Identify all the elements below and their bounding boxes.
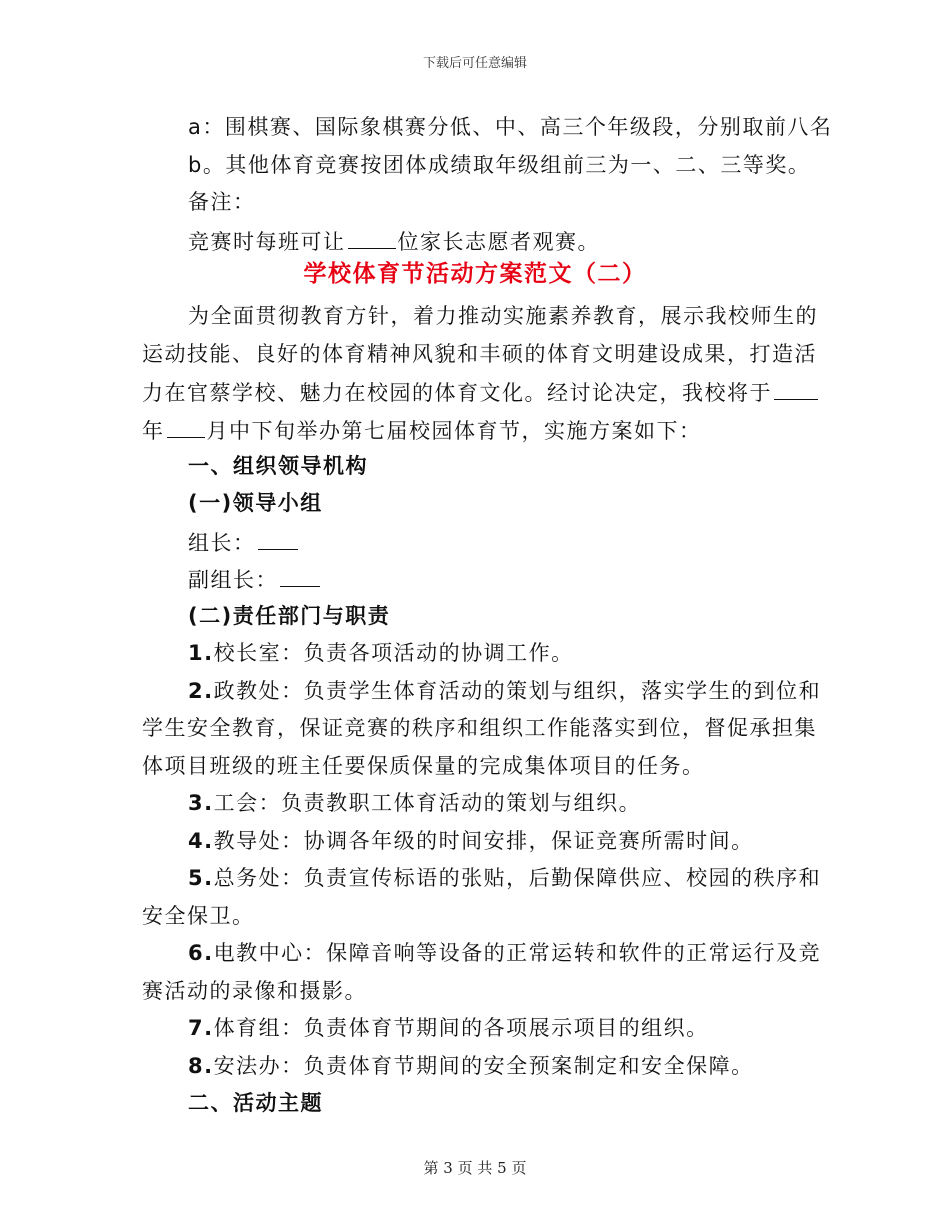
duty-item-4 [188, 831, 754, 852]
intro-line-b: b。其他体育竞赛按团体成绩取年级组前三为一、二、三等奖。 [188, 153, 811, 177]
section1-heading: 一、组织领导机构 [188, 454, 368, 478]
duty-item-5-cont: 安全保卫。 [142, 904, 255, 928]
leader-line [188, 531, 300, 554]
blank-line [348, 230, 396, 249]
duty-number: 8. [188, 1054, 214, 1078]
page-footer: 第 3 页 共 5 页 [423, 1159, 527, 1177]
para1-line3-text: 力在官蔡学校、魅力在校园的体育文化。经讨论决定，我校将于 [142, 381, 772, 405]
leader-label: 组长： [188, 531, 256, 555]
duty-text: 教导处：协调各年级的时间安排，保证竞赛所需时间。 [213, 829, 754, 853]
duty-item-6-cont: 赛活动的录像和摄影。 [142, 979, 367, 1003]
duty-item-6 [188, 943, 821, 964]
duty-text: 校长室：负责各项活动的协调工作。 [213, 641, 574, 665]
document-title: 学校体育节活动方案范文（二） [303, 261, 647, 287]
duty-number: 4. [188, 829, 214, 853]
page-header: 下载后可任意编辑 [422, 56, 527, 71]
duty-number: 2. [188, 679, 214, 703]
duty-text: 总务处：负责宣传标语的张贴，后勤保障供应、校园的秩序和 [213, 866, 822, 890]
duty-number: 3. [188, 791, 214, 815]
blank-line [167, 419, 205, 438]
duty-text: 体育组：负责体育节期间的各项展示项目的组织。 [213, 1016, 709, 1040]
duty-item-3 [188, 793, 641, 814]
duty-text: 政教处：负责学生体育活动的策划与组织，落实学生的到位和 [213, 679, 822, 703]
blank-line [774, 381, 818, 400]
subsection2-heading: (二)责任部门与职责 [188, 604, 391, 628]
para1-year: 年 [142, 419, 165, 443]
para1-line2: 运动技能、良好的体育精神风貌和丰硕的体育文明建设成果，打造活 [142, 342, 817, 366]
duty-item-7 [188, 1018, 709, 1039]
note-text-after: 位家长志愿者观赛。 [397, 230, 600, 254]
duty-text: 工会：负责教职工体育活动的策划与组织。 [213, 791, 642, 815]
deputy-line [188, 568, 322, 591]
duty-item-2-cont1: 学生安全教育，保证竞赛的秩序和组织工作能落实到位，督促承担集 [142, 716, 817, 740]
duty-item-1 [188, 643, 574, 664]
duty-item-5 [188, 868, 821, 889]
note-label: 备注： [188, 190, 256, 214]
duty-item-8 [188, 1056, 754, 1077]
para1-line1: 为全面贯彻教育方针，着力推动实施素养教育，展示我校师生的 [188, 304, 818, 328]
blank-line [258, 531, 298, 550]
blank-line [280, 568, 320, 587]
duty-item-2 [188, 681, 821, 702]
para1-line4 [142, 419, 702, 442]
duty-text: 电教中心：保障音响等设备的正常运转和软件的正常运行及竞 [213, 941, 822, 965]
duty-number: 5. [188, 866, 214, 890]
duty-number: 1. [188, 641, 214, 665]
duty-number: 7. [188, 1016, 214, 1040]
para1-line3 [142, 381, 820, 404]
section2-heading: 二、活动主题 [188, 1091, 323, 1115]
duty-item-2-cont2: 体项目班级的班主任要保质保量的完成集体项目的任务。 [142, 754, 705, 778]
intro-line-a: a：围棋赛、国际象棋赛分低、中、高三个年级段，分别取前八名 [188, 115, 833, 139]
duty-text: 安法办：负责体育节期间的安全预案制定和安全保障。 [213, 1054, 754, 1078]
duty-number: 6. [188, 941, 214, 965]
deputy-label: 副组长： [188, 568, 278, 592]
note-line [188, 230, 600, 253]
para1-line4-text: 月中下旬举办第七届校园体育节，实施方案如下： [206, 419, 702, 443]
subsection1-heading: (一)领导小组 [188, 491, 323, 515]
note-text-before: 竞赛时每班可让 [188, 230, 346, 254]
